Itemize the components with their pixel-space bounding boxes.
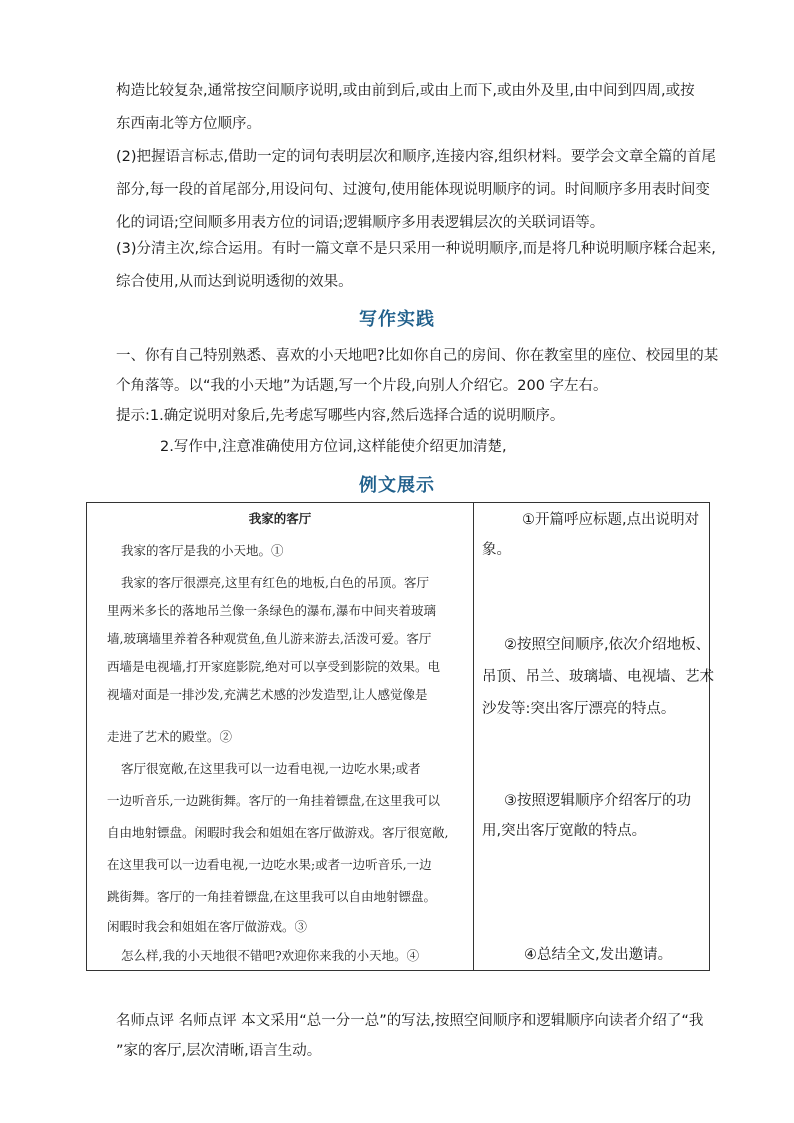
example-table: [86, 502, 714, 971]
essay-line: 客厅很宽敞,在这里我可以一边看电视,一边吃水果;或者: [121, 761, 421, 776]
note-4-line-1: ④总结全文,发出邀请。: [524, 947, 673, 963]
intro-line-4: 部分,每一段的首尾部分,用设问句、过渡句,使用能体现说明顺序的词。时间顺序多用表时间变: [116, 182, 710, 198]
practice-tip-2: 2.写作中,注意准确使用方位词,这样能使介绍更加清楚,: [160, 439, 507, 455]
note-1-line-1: ①开篇呼应标题,点出说明对: [522, 512, 700, 528]
practice-tip-1: 提示:1.确定说明对象后,先考虑写哪些内容,然后选择合适的说明顺序。: [116, 408, 565, 424]
essay-line: 我家的客厅是我的小天地。①: [121, 543, 284, 558]
note-2-line-3: 沙发等:突出客厅漂亮的特点。: [482, 701, 676, 717]
intro-line-1: 构造比较复杂,通常按空间顺序说明,或由前到后,或由上而下,或由外及里,由中间到四周,或按: [116, 83, 695, 99]
intro-line-2: 东西南北等方位顺序。: [116, 116, 261, 132]
essay-cell: [87, 503, 474, 971]
essay-title: 我家的客厅: [248, 511, 312, 526]
essay-line: 墙,玻璃墙里养着各种观赏鱼,鱼儿游来游去,活泼可爱。客厅: [107, 631, 432, 646]
notes-cell: [474, 503, 714, 971]
note-3-line-2: 用,突出客厅宽敞的特点。: [482, 823, 647, 839]
practice-line-1: 一、你有自己特别熟悉、喜欢的小天地吧?比如你自己的房间、你在教室里的座位、校园里的某: [116, 348, 719, 364]
intro-line-7: 综合使用,从而达到说明透彻的效果。: [116, 274, 353, 290]
comment-line-1: 名师点评 名师点评 本文采用“总一分一总”的写法,按照空间顺序和逻辑顺序向读者介绍了“我: [116, 1013, 704, 1029]
note-3-line-1: ③按照逻辑顺序介绍客厅的功: [504, 793, 691, 809]
essay-line: 西墙是电视墙,打开家庭影院,绝对可以享受到影院的效果。电: [107, 659, 440, 674]
essay-line: 走进了艺术的殿堂。②: [107, 729, 233, 744]
essay-line: 怎么样,我的小天地很不错吧?欢迎你来我的小天地。④: [121, 948, 420, 963]
practice-line-2: 个角落等。以“我的小天地”为话题,写一个片段,向别人介绍它。200 字左右。: [116, 378, 608, 394]
essay-line: 在这里我可以一边看电视,一边吃水果;或者一边听音乐,一边: [107, 857, 432, 872]
essay-line: 闲暇时我会和姐姐在客厅做游戏。③: [107, 919, 308, 934]
essay-line: 自由地射镖盘。闲暇时我会和姐姐在客厅做游戏。客厅很宽敞,: [107, 825, 449, 840]
intro-line-5: 化的词语;空间顺多用表方位的词语;逻辑顺序多用表逻辑层次的关联词语等。: [116, 215, 605, 231]
intro-line-6: (3)分清主次,综合运用。有时一篇文章不是只采用一种说明顺序,而是将几种说明顺序糅合起来,: [116, 241, 716, 257]
writing-practice-heading: 写作实践: [359, 309, 435, 330]
example-heading: 例文展示: [359, 475, 435, 496]
comment-line-2: ”家的客厅,层次清晰,语言生动。: [116, 1043, 322, 1059]
essay-line: 跳街舞。客厅的一角挂着镖盘,在这里我可以自由地射镖盘。: [107, 889, 436, 904]
essay-line: 一边听音乐,一边跳街舞。客厅的一角挂着镖盘,在这里我可以: [107, 793, 440, 808]
note-2-line-1: ②按照空间顺序,依次介绍地板、: [504, 637, 711, 653]
intro-line-3: (2)把握语言标志,借助一定的词句表明层次和顺序,连接内容,组织材料。要学会文章全篇的首尾: [116, 149, 716, 165]
essay-line: 视墙对面是一排沙发,充满艺术感的沙发造型,让人感觉像是: [107, 687, 428, 702]
essay-line: 里两米多长的落地吊兰像一条绿色的瀑布,瀑布中间夹着玻璃: [107, 603, 436, 618]
note-1-line-2: 象。: [482, 542, 511, 558]
note-2-line-2: 吊顶、吊兰、玻璃墙、电视墙、艺术: [482, 669, 714, 685]
essay-line: 我家的客厅很漂亮,这里有红色的地板,白色的吊顶。客厅: [121, 575, 429, 590]
